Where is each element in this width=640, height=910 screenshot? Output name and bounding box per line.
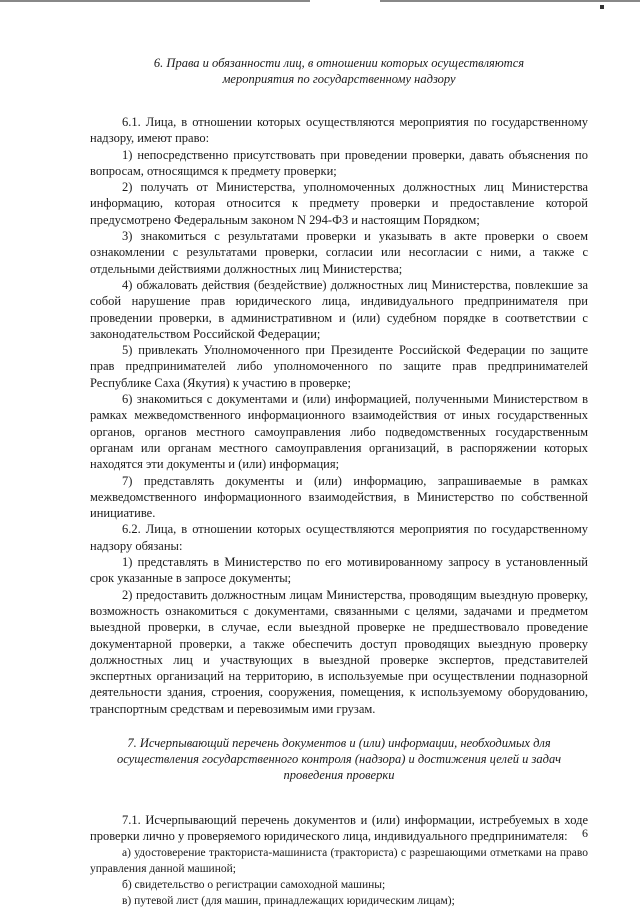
list-item: 2) получать от Министерства, уполномоченных должностных лиц Министерства информацию, которая относится к предмету проверки и предоставление которой предусмотрено Федеральным законом N 294-ФЗ и настоящим Порядком;	[90, 180, 588, 227]
list-item: 7) представлять документы и (или) информацию, запрашиваемые в рамках межведомственного информационного взаимодействия, в Министерство по собственной инициативе.	[90, 473, 588, 521]
list-item: 2) предоставить должностным лицам Министерства, проводящим выездную проверку, возможность ознакомиться с документами, связанными с целями, задачами и предметом выездной проверки, в случае, если выездной проверке не предшествовало проведение документарной проверки, а также обеспечить доступ проводящих выездную проверку должностных лиц и участвующих в выездной проверке экспертов, представителей экспертных организаций на территорию, в используемые при осуществлении подназорной деятельности здания, строения, сооружения, помещения, к используемому оборудованию, транспортным средствам и перевозимым ими грузам.	[90, 587, 588, 716]
list-item: в) путевой лист (для машин, принадлежащих юридическим лицам);	[122, 895, 455, 908]
paragraph-6-1: 6.1. Лица, в отношении которых осуществляются мероприятия по государственному надзору, имеют право:	[90, 115, 588, 146]
section-7-heading	[90, 735, 588, 783]
list-item: б) свидетельство о регистрации самоходной машины;	[122, 879, 386, 892]
document-page	[90, 55, 588, 910]
list-item: 6) знакомиться с документами и (или) информацией, полученными Министерством в рамках межведомственного информационного взаимодействия от иных государственных органов, органов местного самоуправления либо подведомственных государственным органам или органам местного самоуправления организаций, в распоряжении которых находятся эти документы и (или) информация;	[90, 392, 588, 472]
scan-dot	[600, 5, 604, 9]
list-item: 3) знакомиться с результатами проверки и указывать в акте проверки о своем ознакомлении с результатами проверки, согласии или несогласии с ними, а также с отдельными действиями должностных лиц Министерства;	[90, 229, 588, 276]
section-6-heading	[90, 55, 588, 87]
list-item: 1) представлять в Министерство по его мотивированному запросу в установленный срок указанные в запросе документы;	[90, 555, 588, 586]
heading-line: мероприятия по государственному надзору	[222, 72, 456, 86]
list-item: а) удостоверение тракториста-машиниста (тракториста) с разрешающими отметками на право управления данной машиной;	[90, 846, 588, 875]
list-item: 1) непосредственно присутствовать при проведении проверки, давать объяснения по вопросам, относящимся к предмету проверки;	[90, 147, 588, 178]
heading-line: 7. Исчерпывающий перечень документов и (или) информации, необходимых для	[127, 735, 551, 750]
list-item: 5) привлекать Уполномоченного при Президенте Российской Федерации по защите прав предпринимателей либо уполномоченного по защите прав предпринимателей Республике Саха (Якутия) к участию в проверке;	[90, 343, 588, 390]
page-number: 6	[582, 826, 588, 840]
list-item: 4) обжаловать действия (бездействие) должностных лиц Министерства, повлекшие за собой нарушение прав юридического лица, индивидуального предпринимателя при проведении проверки, в административном и (или) судебном порядке в соответствии с законодательством Российской Федерации;	[90, 277, 588, 341]
scan-edge-mark	[380, 0, 640, 2]
scan-edge-mark	[0, 0, 310, 2]
paragraph-6-2: 6.2. Лица, в отношении которых осуществляются мероприятия по государственному надзору обязаны:	[90, 522, 588, 553]
paragraph-7-1: 7.1. Исчерпывающий перечень документов и (или) информации, истребуемых в ходе проверки лично у проверяемого юридического лица, индивидуального предпринимателя:	[90, 812, 588, 844]
heading-line: 6. Права и обязанности лиц, в отношении которых осуществляются	[153, 56, 525, 70]
heading-line: проведения проверки	[283, 767, 395, 782]
heading-line: осуществления государственного контроля (надзора) и достижения целей и задач	[116, 751, 562, 766]
